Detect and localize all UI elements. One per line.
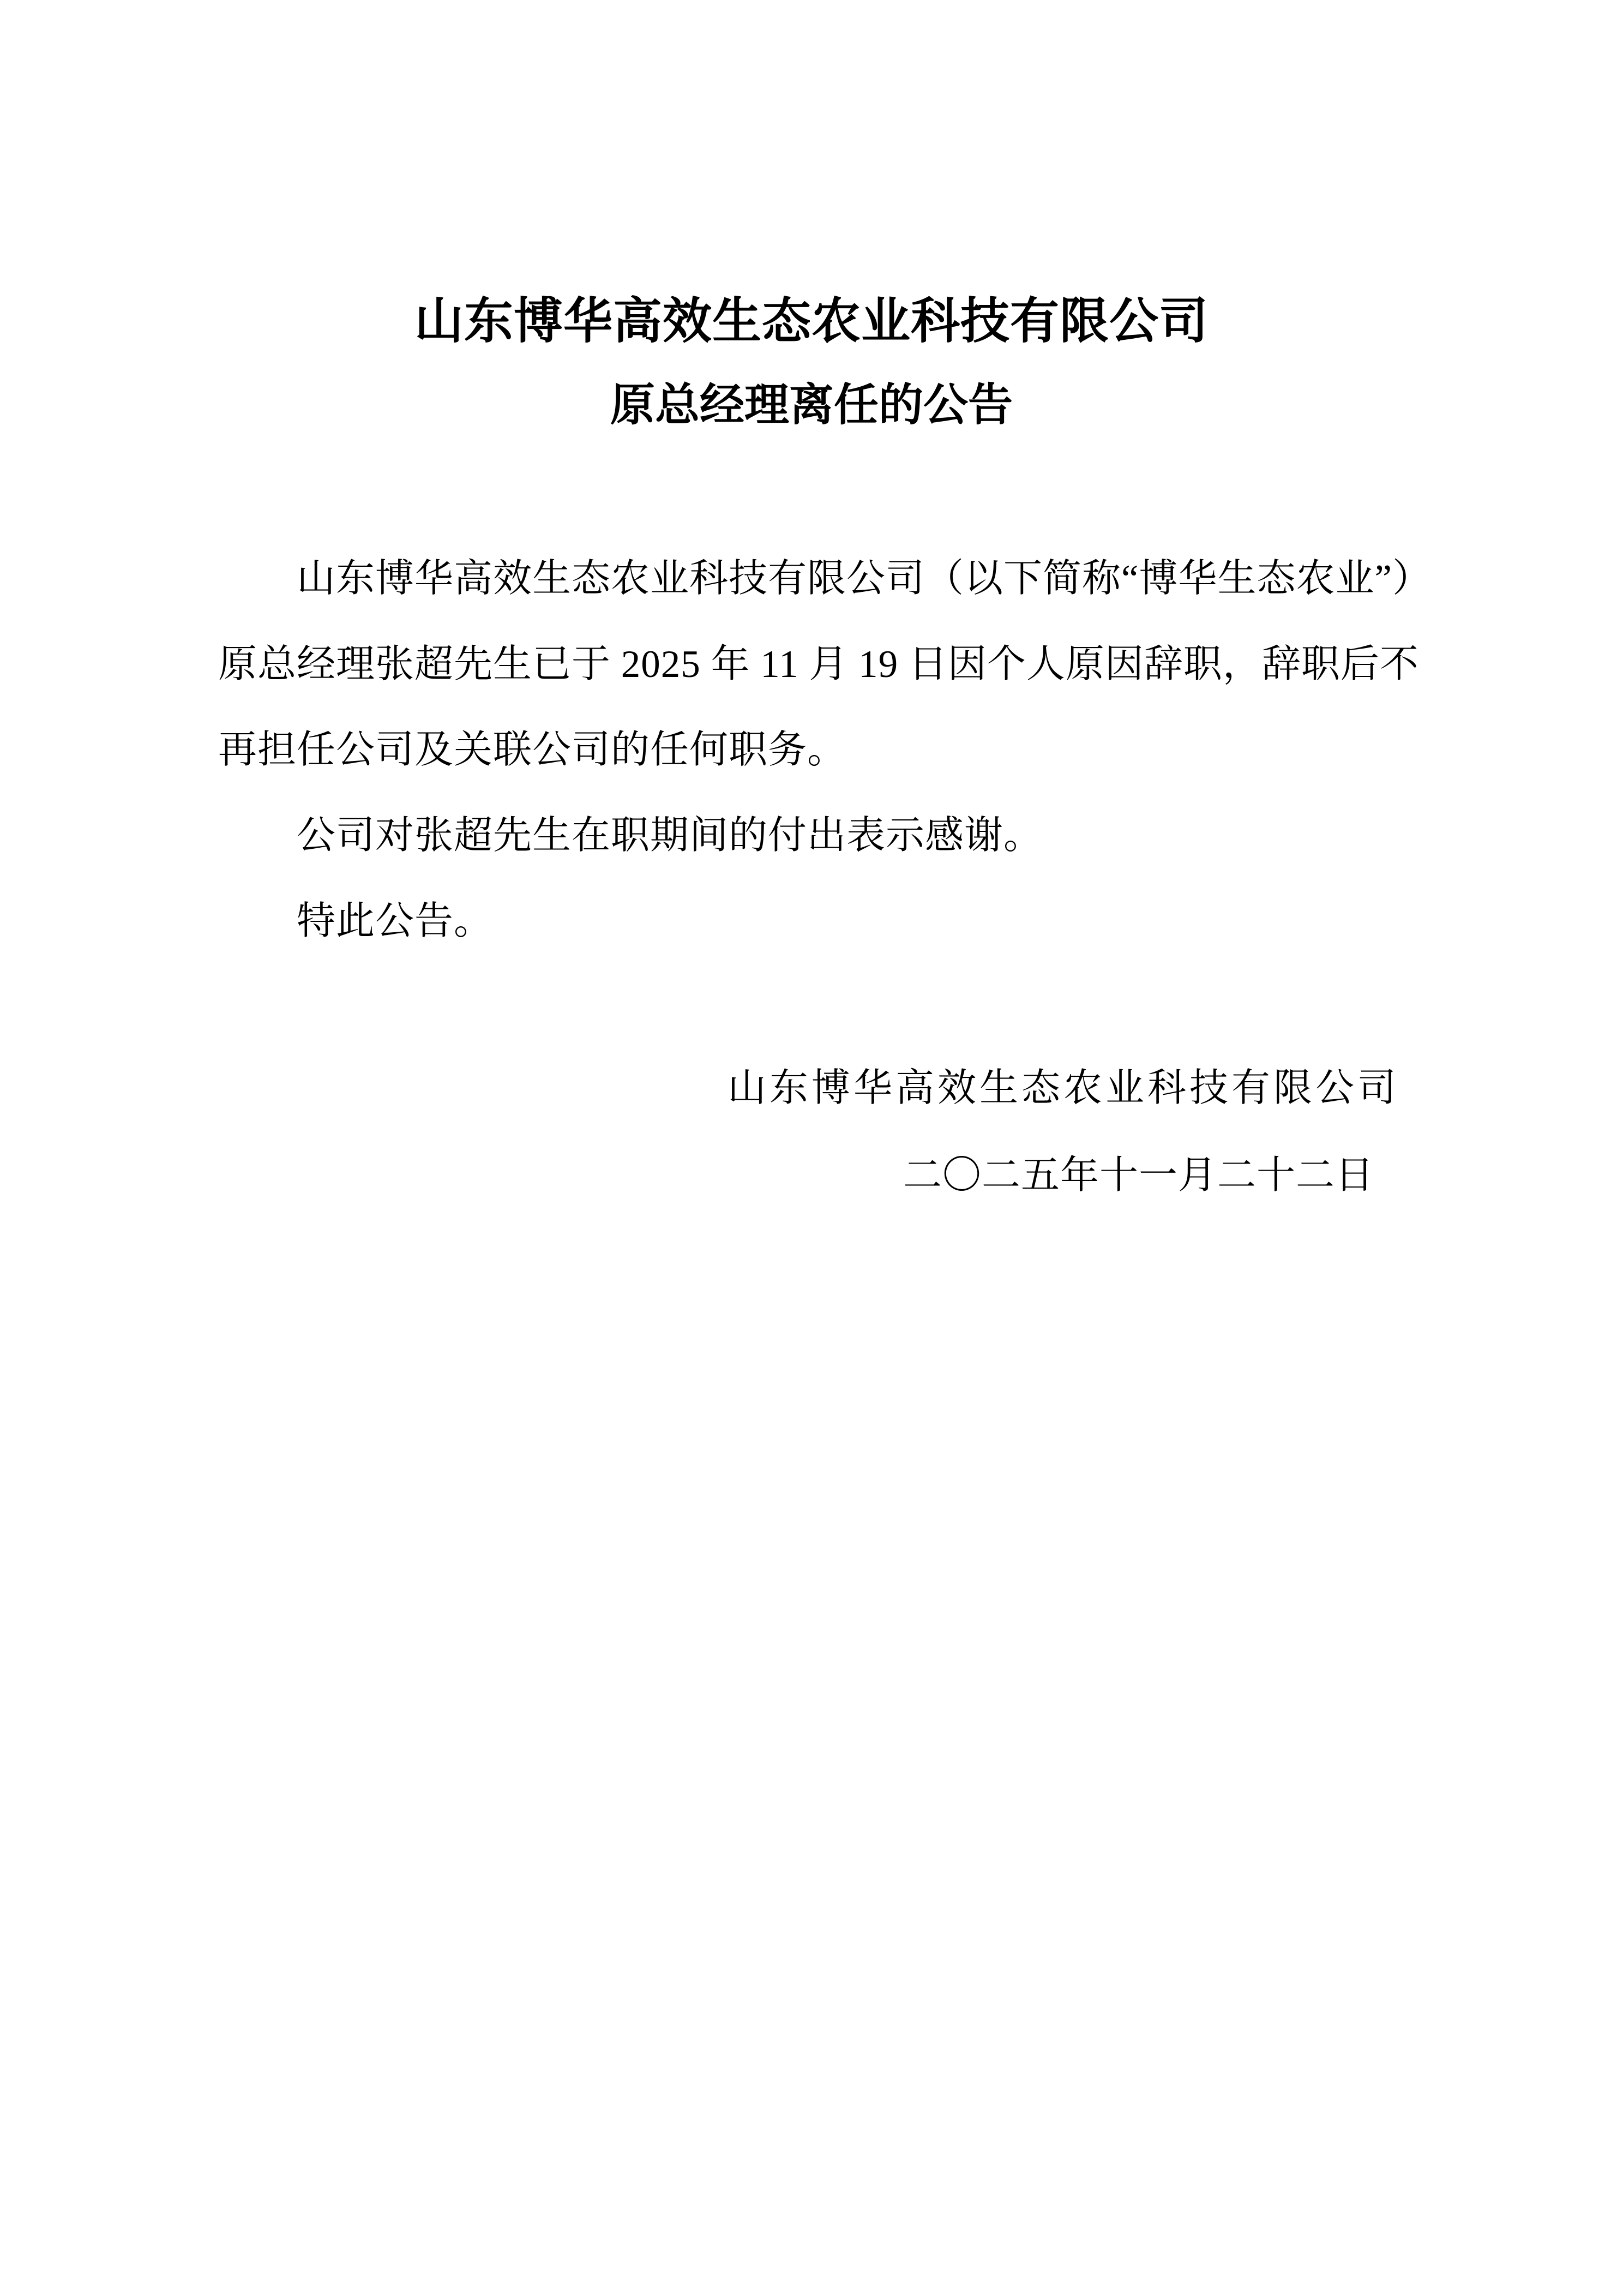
body-line: 特此公告。 (297, 900, 494, 943)
body-line: 再担任公司及关联公司的任何职务。 (218, 729, 847, 771)
signature-company-name: 山东博华高效生态农业科技有限公司 (727, 1067, 1399, 1110)
document-title-company-line: 山东博华高效生态农业科技有限公司 (414, 295, 1209, 349)
body-line: 公司对张超先生在职期间的付出表示感谢。 (297, 814, 1043, 857)
body-line: 山东博华高效生态农业科技有限公司（以下简称“博华生态农业”） (297, 557, 1432, 600)
body-line: 原总经理张超先生已于 2025 年 11 月 19 日因个人原因辞职，辞职后不 (218, 643, 1419, 686)
document-title-subject-line: 原总经理离任的公告 (610, 380, 1013, 430)
signature-date: 二〇二五年十一月二十二日 (903, 1154, 1374, 1197)
